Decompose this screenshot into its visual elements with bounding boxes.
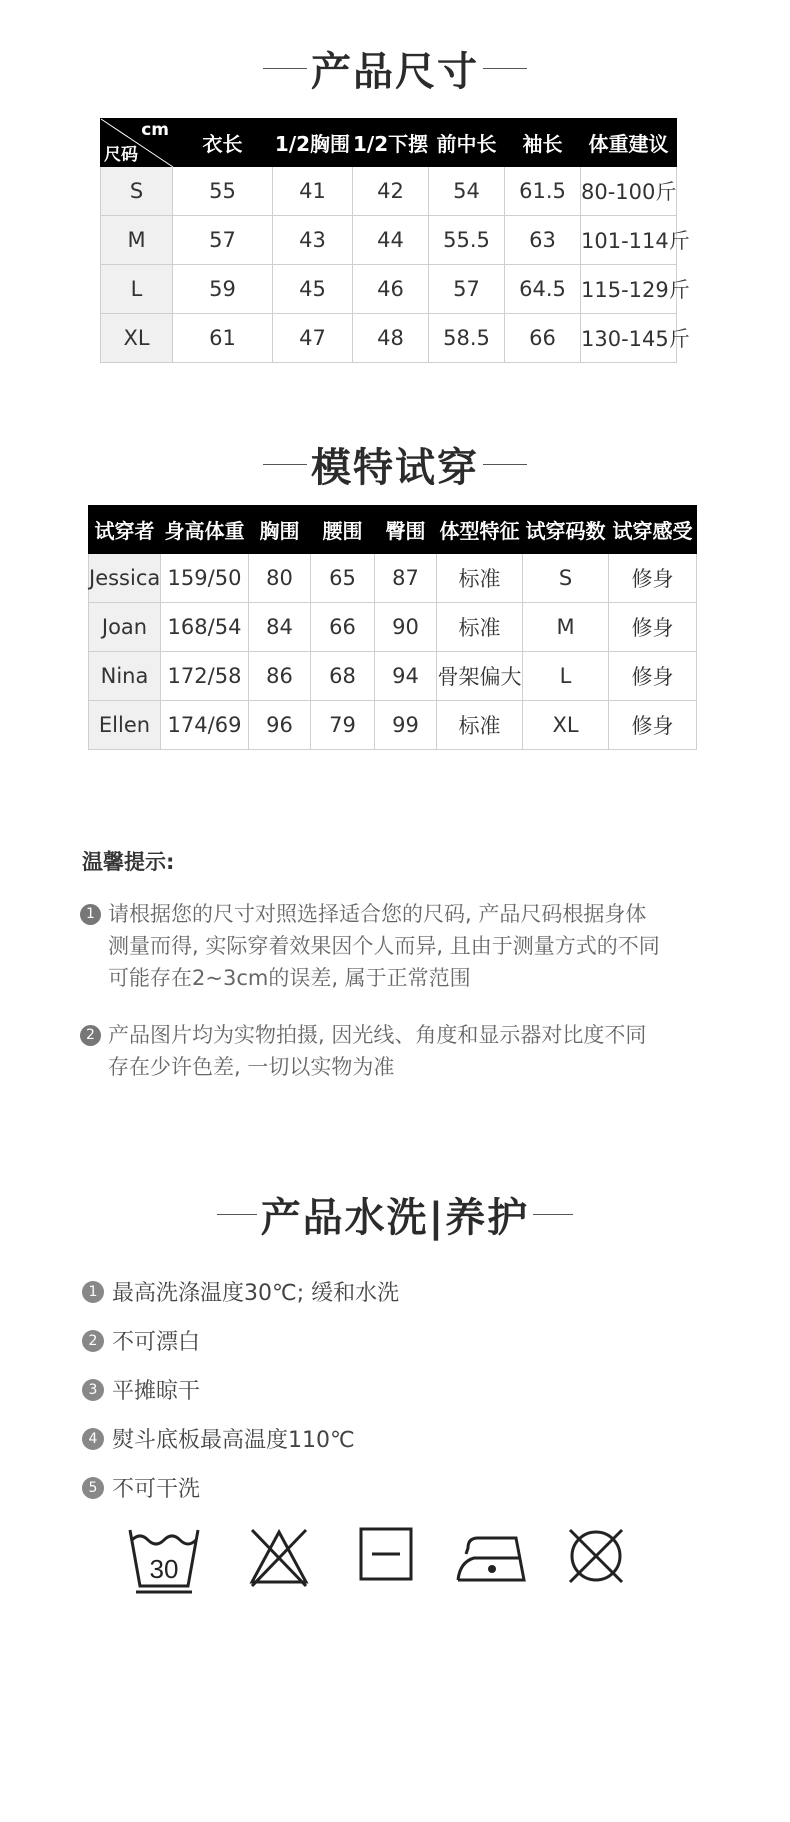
tips-heading: 温馨提示: bbox=[82, 850, 175, 874]
table-cell: 45 bbox=[273, 265, 353, 314]
size-label: XL bbox=[101, 314, 173, 363]
tip-text bbox=[108, 1019, 720, 1083]
table-cell: 66 bbox=[505, 314, 581, 363]
no-dry-clean-icon bbox=[566, 1526, 626, 1586]
table-cell: 修身 bbox=[609, 603, 697, 652]
table-cell: 94 bbox=[375, 652, 437, 701]
table-cell: 101-114斤 bbox=[581, 216, 677, 265]
table-cell: 骨架偏大 bbox=[437, 652, 523, 701]
size-header: 体重建议 bbox=[581, 119, 677, 167]
size-header: 袖长 bbox=[505, 119, 581, 167]
table-cell: XL bbox=[523, 701, 609, 750]
table-row bbox=[101, 216, 677, 265]
tip-item bbox=[80, 898, 720, 994]
care-item bbox=[82, 1374, 200, 1405]
tip-line: 产品图片均为实物拍摄, 因光线、角度和显示器对比度不同 bbox=[108, 1023, 647, 1047]
table-cell: 57 bbox=[173, 216, 273, 265]
corner-size-label: 尺码 bbox=[104, 145, 138, 165]
table-cell: 59 bbox=[173, 265, 273, 314]
care-item bbox=[82, 1423, 355, 1454]
table-cell: 61 bbox=[173, 314, 273, 363]
table-row bbox=[89, 701, 697, 750]
model-table bbox=[88, 505, 697, 750]
table-cell: 修身 bbox=[609, 652, 697, 701]
title-dash-right bbox=[533, 1214, 573, 1215]
table-row bbox=[101, 265, 677, 314]
tip-item bbox=[80, 1019, 720, 1083]
table-cell: L bbox=[523, 652, 609, 701]
size-label: L bbox=[101, 265, 173, 314]
no-bleach-icon bbox=[248, 1526, 310, 1588]
size-title-text: 产品尺寸 bbox=[311, 48, 479, 95]
table-cell: 55 bbox=[173, 167, 273, 216]
table-cell: 79 bbox=[311, 701, 375, 750]
model-name: Nina bbox=[89, 652, 161, 701]
size-header: 衣长 bbox=[173, 119, 273, 167]
care-section-title bbox=[0, 1186, 790, 1242]
table-cell: S bbox=[523, 554, 609, 603]
table-cell: 115-129斤 bbox=[581, 265, 677, 314]
table-cell: 90 bbox=[375, 603, 437, 652]
model-name: Joan bbox=[89, 603, 161, 652]
model-title-text: 模特试穿 bbox=[311, 444, 479, 491]
tip-number-badge: 1 bbox=[80, 904, 101, 925]
care-number-badge: 4 bbox=[82, 1428, 104, 1450]
table-cell: 96 bbox=[249, 701, 311, 750]
model-header: 臀围 bbox=[375, 506, 437, 554]
table-cell: 99 bbox=[375, 701, 437, 750]
model-name: Ellen bbox=[89, 701, 161, 750]
table-cell: 172/58 bbox=[161, 652, 249, 701]
table-cell: 标准 bbox=[437, 554, 523, 603]
table-cell: 修身 bbox=[609, 554, 697, 603]
table-cell: 55.5 bbox=[429, 216, 505, 265]
care-item bbox=[82, 1472, 200, 1503]
size-table-corner bbox=[101, 119, 173, 167]
size-header: 1/2胸围 bbox=[273, 119, 353, 167]
wash-temp-label: 30 bbox=[149, 1554, 179, 1584]
table-cell: 65 bbox=[311, 554, 375, 603]
tip-line: 请根据您的尺寸对照选择适合您的尺码, 产品尺码根据身体 bbox=[108, 902, 647, 926]
corner-unit-label: cm bbox=[141, 120, 169, 140]
table-cell: 80 bbox=[249, 554, 311, 603]
table-cell: 54 bbox=[429, 167, 505, 216]
table-cell: 43 bbox=[273, 216, 353, 265]
size-label: M bbox=[101, 216, 173, 265]
table-row bbox=[89, 554, 697, 603]
care-item-text: 平摊晾干 bbox=[112, 1379, 201, 1404]
table-cell: 修身 bbox=[609, 701, 697, 750]
table-cell: 41 bbox=[273, 167, 353, 216]
tip-line: 可能存在2~3cm的误差, 属于正常范围 bbox=[108, 966, 471, 990]
table-cell: 68 bbox=[311, 652, 375, 701]
table-cell: 63 bbox=[505, 216, 581, 265]
care-item-text: 不可干洗 bbox=[112, 1477, 201, 1502]
size-header: 1/2下摆 bbox=[353, 119, 429, 167]
care-title-text: 产品水洗|养护 bbox=[260, 1194, 530, 1241]
care-number-badge: 5 bbox=[82, 1477, 104, 1499]
model-header: 试穿感受 bbox=[609, 506, 697, 554]
care-item-text: 熨斗底板最高温度110℃ bbox=[112, 1428, 355, 1453]
model-header: 试穿者 bbox=[89, 506, 161, 554]
model-header: 身高体重 bbox=[161, 506, 249, 554]
table-cell: 66 bbox=[311, 603, 375, 652]
care-number-badge: 1 bbox=[82, 1281, 104, 1303]
care-number-badge: 3 bbox=[82, 1379, 104, 1401]
table-row bbox=[101, 167, 677, 216]
table-cell: 130-145斤 bbox=[581, 314, 677, 363]
size-header: 前中长 bbox=[429, 119, 505, 167]
table-row bbox=[89, 652, 697, 701]
tip-text bbox=[108, 898, 720, 994]
table-cell: 42 bbox=[353, 167, 429, 216]
table-cell: 46 bbox=[353, 265, 429, 314]
table-cell: 174/69 bbox=[161, 701, 249, 750]
care-item bbox=[82, 1276, 399, 1307]
care-item-text: 不可漂白 bbox=[112, 1330, 201, 1355]
table-cell: M bbox=[523, 603, 609, 652]
tip-line: 存在少许色差, 一切以实物为准 bbox=[108, 1055, 395, 1079]
dry-flat-icon bbox=[358, 1526, 414, 1582]
tip-line: 测量而得, 实际穿着效果因个人而异, 且由于测量方式的不同 bbox=[108, 934, 660, 958]
model-header: 试穿码数 bbox=[523, 506, 609, 554]
wash-30-icon bbox=[126, 1526, 202, 1596]
model-header: 体型特征 bbox=[437, 506, 523, 554]
table-cell: 44 bbox=[353, 216, 429, 265]
care-item-text: 最高洗涤温度30℃; 缓和水洗 bbox=[112, 1281, 400, 1306]
title-dash-left bbox=[263, 464, 307, 465]
table-cell: 57 bbox=[429, 265, 505, 314]
title-dash-right bbox=[483, 68, 527, 69]
title-dash-left bbox=[263, 68, 307, 69]
table-cell: 47 bbox=[273, 314, 353, 363]
table-cell: 86 bbox=[249, 652, 311, 701]
table-cell: 48 bbox=[353, 314, 429, 363]
title-dash-left bbox=[217, 1214, 257, 1215]
model-header: 胸围 bbox=[249, 506, 311, 554]
tip-number-badge: 2 bbox=[80, 1025, 101, 1046]
table-cell: 159/50 bbox=[161, 554, 249, 603]
table-row bbox=[101, 314, 677, 363]
size-label: S bbox=[101, 167, 173, 216]
care-item bbox=[82, 1325, 200, 1356]
iron-low-icon bbox=[454, 1526, 528, 1586]
table-cell: 64.5 bbox=[505, 265, 581, 314]
model-section-title bbox=[0, 436, 790, 492]
table-cell: 168/54 bbox=[161, 603, 249, 652]
model-header: 腰围 bbox=[311, 506, 375, 554]
table-cell: 61.5 bbox=[505, 167, 581, 216]
table-cell: 87 bbox=[375, 554, 437, 603]
size-table bbox=[100, 118, 690, 363]
model-name: Jessica bbox=[89, 554, 161, 603]
care-number-badge: 2 bbox=[82, 1330, 104, 1352]
table-cell: 标准 bbox=[437, 603, 523, 652]
size-section-title bbox=[0, 40, 790, 96]
title-dash-right bbox=[483, 464, 527, 465]
table-cell: 58.5 bbox=[429, 314, 505, 363]
table-cell: 84 bbox=[249, 603, 311, 652]
table-cell: 标准 bbox=[437, 701, 523, 750]
table-cell: 80-100斤 bbox=[581, 167, 677, 216]
table-row bbox=[89, 603, 697, 652]
